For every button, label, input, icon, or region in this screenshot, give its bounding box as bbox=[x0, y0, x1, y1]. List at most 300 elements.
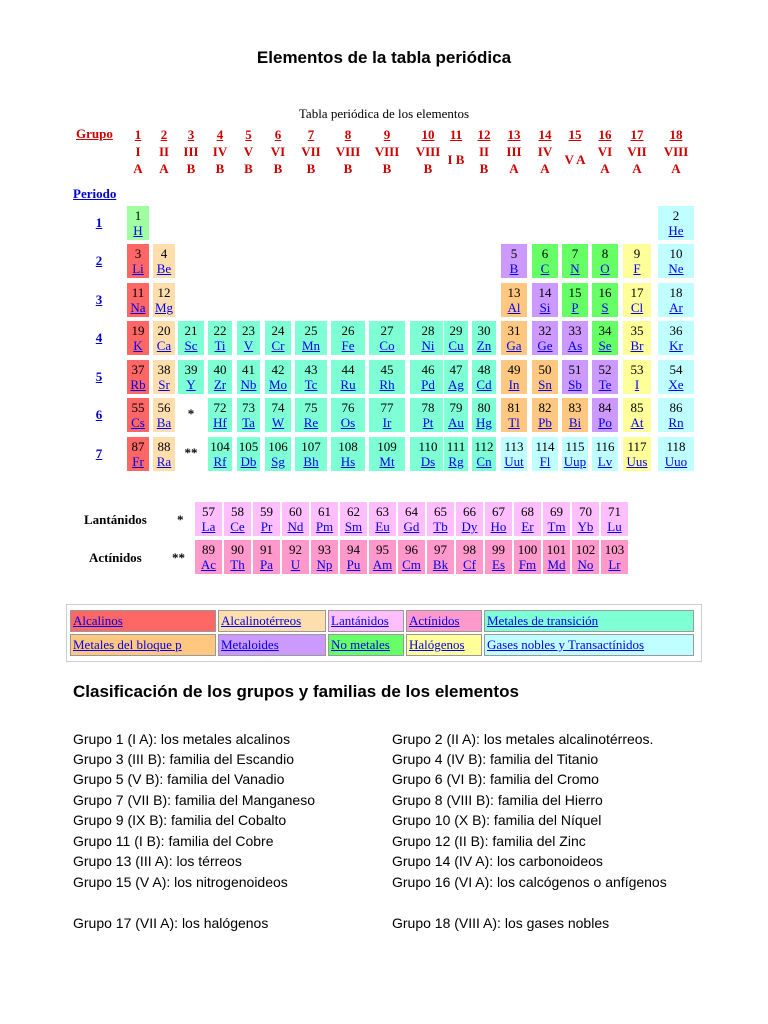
element-cell-Ne[interactable] bbox=[657, 243, 695, 279]
element-cell-Kr[interactable] bbox=[657, 320, 695, 356]
element-cell-Pa[interactable] bbox=[252, 539, 281, 575]
group-header-11[interactable] bbox=[441, 126, 471, 168]
element-symbol-link[interactable]: La bbox=[201, 519, 216, 534]
group-header-16[interactable] bbox=[590, 126, 620, 177]
element-cell-Co[interactable] bbox=[368, 320, 406, 356]
element-cell-Ar[interactable] bbox=[657, 282, 695, 318]
element-symbol-link[interactable]: Cs bbox=[131, 415, 145, 430]
element-symbol-link[interactable]: Ba bbox=[156, 415, 172, 430]
element-symbol-link[interactable]: Eu bbox=[375, 519, 390, 534]
element-cell-Sr[interactable] bbox=[152, 359, 176, 395]
group-number[interactable]: 1 bbox=[134, 127, 142, 142]
element-cell-Am[interactable] bbox=[368, 539, 397, 575]
element-symbol-link[interactable]: Au bbox=[448, 415, 464, 430]
element-symbol-link[interactable]: Uup bbox=[563, 454, 587, 469]
element-cell-Pt[interactable] bbox=[409, 397, 447, 433]
f-block-marker: * bbox=[187, 406, 195, 421]
element-symbol-link[interactable]: K bbox=[133, 338, 143, 353]
element-cell-Pu[interactable] bbox=[339, 539, 368, 575]
element-symbol-link[interactable]: O bbox=[600, 261, 610, 276]
group-number[interactable]: 6 bbox=[274, 127, 282, 142]
period-link-4[interactable]: 4 bbox=[95, 330, 103, 345]
element-cell-Rf[interactable] bbox=[207, 436, 233, 472]
group-number[interactable]: 3 bbox=[187, 127, 195, 142]
element-cell-Dy[interactable] bbox=[455, 501, 484, 537]
element-symbol-link[interactable]: Cn bbox=[476, 454, 492, 469]
element-cell-Fm[interactable] bbox=[513, 539, 542, 575]
element-cell-Xe[interactable] bbox=[657, 359, 695, 395]
element-cell-Bi[interactable] bbox=[561, 397, 589, 433]
element-symbol-link[interactable]: Cl bbox=[630, 300, 644, 315]
period-link-3[interactable]: 3 bbox=[95, 292, 103, 307]
legend-item-lantanido[interactable]: Lantánidos bbox=[328, 610, 404, 632]
element-symbol-link[interactable]: Ga bbox=[506, 338, 522, 353]
element-symbol-link[interactable]: Rg bbox=[448, 454, 464, 469]
element-cell-Zn[interactable] bbox=[471, 320, 497, 356]
element-symbol-link[interactable]: Ni bbox=[421, 338, 435, 353]
element-cell-Tl[interactable] bbox=[500, 397, 528, 433]
element-cell-Fl[interactable] bbox=[531, 436, 559, 472]
element-symbol-link[interactable]: H bbox=[133, 223, 143, 238]
element-symbol-link[interactable]: Bi bbox=[568, 415, 582, 430]
element-symbol-link[interactable]: Ag bbox=[448, 377, 464, 392]
element-cell-Ac[interactable] bbox=[194, 539, 223, 575]
element-symbol-link[interactable]: Ce bbox=[230, 519, 245, 534]
atomic-number: 71 bbox=[608, 504, 621, 519]
element-cell-Hf[interactable] bbox=[207, 397, 233, 433]
group-header-5[interactable] bbox=[234, 126, 264, 177]
element-symbol-link[interactable]: Mn bbox=[301, 338, 321, 353]
element-symbol-link[interactable]: Br bbox=[630, 338, 644, 353]
element-symbol-link[interactable]: Se bbox=[598, 338, 612, 353]
element-cell-Se[interactable] bbox=[591, 320, 619, 356]
element-symbol-link[interactable]: Ca bbox=[156, 338, 172, 353]
element-cell-Mt[interactable] bbox=[368, 436, 406, 472]
element-cell-Lv[interactable] bbox=[591, 436, 619, 472]
element-cell-Th[interactable] bbox=[223, 539, 252, 575]
element-symbol-link[interactable]: Os bbox=[340, 415, 356, 430]
element-cell-Md[interactable] bbox=[542, 539, 571, 575]
group-number[interactable]: 12 bbox=[477, 127, 491, 142]
element-cell-Ti[interactable] bbox=[207, 320, 233, 356]
element-cell-Ta[interactable] bbox=[236, 397, 261, 433]
element-symbol-link[interactable]: Pt bbox=[422, 415, 434, 430]
element-cell-Hg[interactable] bbox=[471, 397, 497, 433]
element-symbol-link[interactable]: Rb bbox=[130, 377, 146, 392]
period-link-5[interactable]: 5 bbox=[95, 369, 103, 384]
group-header-9[interactable] bbox=[372, 126, 402, 177]
element-symbol-link[interactable]: Ac bbox=[200, 557, 217, 572]
element-symbol-link[interactable]: Fr bbox=[132, 454, 144, 469]
element-cell-Ce[interactable] bbox=[223, 501, 252, 537]
element-cell-Uut[interactable] bbox=[500, 436, 528, 472]
element-symbol-link[interactable]: Po bbox=[598, 415, 612, 430]
element-cell-Sc[interactable] bbox=[177, 320, 205, 356]
element-cell-Ni[interactable] bbox=[409, 320, 447, 356]
group-number[interactable]: 18 bbox=[669, 127, 683, 142]
element-cell-Eu[interactable] bbox=[368, 501, 397, 537]
element-symbol-link[interactable]: Yb bbox=[577, 519, 594, 534]
element-cell-Si[interactable] bbox=[531, 282, 559, 318]
element-symbol-link[interactable]: Dy bbox=[461, 519, 478, 534]
group-number[interactable]: 5 bbox=[245, 127, 252, 142]
atomic-number: 16 bbox=[598, 285, 612, 300]
element-cell-Ds[interactable] bbox=[409, 436, 447, 472]
element-cell-W[interactable] bbox=[264, 397, 292, 433]
element-cell-Sm[interactable] bbox=[339, 501, 368, 537]
element-symbol-link[interactable]: Er bbox=[521, 519, 534, 534]
element-symbol-link[interactable]: Ti bbox=[214, 338, 226, 353]
element-symbol-link[interactable]: Li bbox=[132, 261, 144, 276]
element-cell-Mg[interactable] bbox=[152, 282, 176, 318]
element-cell-Cf[interactable] bbox=[455, 539, 484, 575]
group-number[interactable]: 8 bbox=[344, 127, 352, 142]
group-header-13[interactable] bbox=[499, 126, 529, 177]
element-symbol-link[interactable]: Sn bbox=[538, 377, 552, 392]
element-cell-Uus[interactable] bbox=[622, 436, 652, 472]
element-cell-Re[interactable] bbox=[294, 397, 328, 433]
atomic-number: 22 bbox=[213, 323, 227, 338]
group-family-item: Grupo 5 (V B): familia del Vanadio bbox=[73, 771, 285, 787]
element-cell-H[interactable] bbox=[126, 205, 150, 241]
group-header-label[interactable]: Grupo bbox=[76, 126, 113, 141]
element-cell-La[interactable] bbox=[194, 501, 223, 537]
group-number[interactable]: 2 bbox=[160, 127, 168, 142]
element-symbol-link[interactable]: Ar bbox=[669, 300, 683, 315]
element-cell-Tc[interactable] bbox=[294, 359, 328, 395]
element-symbol-link[interactable]: Tm bbox=[547, 519, 566, 534]
element-cell-O[interactable] bbox=[591, 243, 619, 279]
element-cell-Ir[interactable] bbox=[368, 397, 406, 433]
element-symbol-link[interactable]: Hf bbox=[213, 415, 227, 430]
element-cell-K[interactable] bbox=[126, 320, 150, 356]
element-cell-Cl[interactable] bbox=[622, 282, 652, 318]
group-header-6[interactable] bbox=[263, 126, 293, 177]
element-cell-C[interactable] bbox=[531, 243, 559, 279]
group-header-12[interactable] bbox=[469, 126, 499, 177]
element-symbol-link[interactable]: Nb bbox=[240, 377, 257, 392]
group-number[interactable]: 9 bbox=[383, 127, 391, 142]
element-symbol-link[interactable]: Nd bbox=[287, 519, 304, 534]
element-cell-Bk[interactable] bbox=[426, 539, 455, 575]
element-symbol-link[interactable]: As bbox=[567, 338, 583, 353]
element-symbol-link[interactable]: Na bbox=[130, 300, 146, 315]
element-cell-As[interactable] bbox=[561, 320, 589, 356]
element-cell-Po[interactable] bbox=[591, 397, 619, 433]
element-symbol-link[interactable]: Be bbox=[156, 261, 172, 276]
element-symbol-link[interactable]: Rn bbox=[668, 415, 684, 430]
element-cell-N[interactable] bbox=[561, 243, 589, 279]
element-symbol-link[interactable]: In bbox=[508, 377, 520, 392]
element-symbol-link[interactable]: He bbox=[668, 223, 684, 238]
element-cell-P[interactable] bbox=[561, 282, 589, 318]
group-header-2[interactable] bbox=[149, 126, 179, 177]
element-symbol-link[interactable]: Sb bbox=[568, 377, 582, 392]
element-cell-Sn[interactable] bbox=[531, 359, 559, 395]
element-symbol-link[interactable]: Cf bbox=[463, 557, 476, 572]
element-cell-S[interactable] bbox=[591, 282, 619, 318]
element-symbol-link[interactable]: F bbox=[633, 261, 641, 276]
element-symbol-link[interactable]: Lu bbox=[607, 519, 622, 534]
element-symbol-link[interactable]: Am bbox=[372, 557, 393, 572]
element-cell-Rb[interactable] bbox=[126, 359, 150, 395]
element-symbol-link[interactable]: Ds bbox=[420, 454, 436, 469]
legend-item-metaloide[interactable]: Metaloides bbox=[218, 634, 326, 656]
atomic-number: 95 bbox=[376, 542, 389, 557]
element-cell-F[interactable] bbox=[622, 243, 652, 279]
element-cell-Sb[interactable] bbox=[561, 359, 589, 395]
element-symbol-link[interactable]: At bbox=[630, 415, 644, 430]
element-symbol-link[interactable]: Pb bbox=[538, 415, 552, 430]
element-cell-Na[interactable] bbox=[126, 282, 150, 318]
element-symbol-link[interactable]: S bbox=[601, 300, 609, 315]
element-cell-Lr[interactable] bbox=[600, 539, 629, 575]
element-cell-Np[interactable] bbox=[310, 539, 339, 575]
element-symbol-link[interactable]: Lr bbox=[608, 557, 621, 572]
element-cell-Al[interactable] bbox=[500, 282, 528, 318]
element-cell-Pd[interactable] bbox=[409, 359, 447, 395]
element-cell-Mo[interactable] bbox=[264, 359, 292, 395]
element-cell-Cm[interactable] bbox=[397, 539, 426, 575]
element-symbol-link[interactable]: Es bbox=[492, 557, 505, 572]
element-cell-Y[interactable] bbox=[177, 359, 205, 395]
element-symbol-link[interactable]: Th bbox=[230, 557, 245, 572]
element-symbol-link[interactable]: Hs bbox=[340, 454, 356, 469]
element-symbol-link[interactable]: Uut bbox=[504, 454, 524, 469]
element-cell-He[interactable] bbox=[657, 205, 695, 241]
element-cell-Fe[interactable] bbox=[330, 320, 366, 356]
element-cell-Ga[interactable] bbox=[500, 320, 528, 356]
period-link-6[interactable]: 6 bbox=[95, 407, 103, 422]
element-cell-I[interactable] bbox=[622, 359, 652, 395]
group-header-18[interactable] bbox=[661, 126, 691, 177]
element-symbol-link[interactable]: Bk bbox=[432, 557, 449, 572]
element-cell-Os[interactable] bbox=[330, 397, 366, 433]
element-cell-Pr[interactable] bbox=[252, 501, 281, 537]
element-symbol-link[interactable]: Si bbox=[539, 300, 551, 315]
element-symbol-link[interactable]: U bbox=[290, 557, 301, 572]
element-symbol-link[interactable]: Sc bbox=[184, 338, 198, 353]
element-symbol-link[interactable]: Pr bbox=[260, 519, 273, 534]
element-cell-Es[interactable] bbox=[484, 539, 513, 575]
element-symbol-link[interactable]: Zr bbox=[213, 377, 227, 392]
element-symbol-link[interactable]: Pu bbox=[346, 557, 361, 572]
element-symbol-link[interactable]: Tl bbox=[508, 415, 520, 430]
legend-item-noble[interactable]: Gases nobles y Transactínidos bbox=[484, 634, 694, 656]
element-cell-Nb[interactable] bbox=[236, 359, 261, 395]
element-cell-Gd[interactable] bbox=[397, 501, 426, 537]
element-symbol-link[interactable]: Mt bbox=[379, 454, 395, 469]
group-header-3[interactable] bbox=[176, 126, 206, 177]
element-symbol-link[interactable]: No bbox=[577, 557, 594, 572]
element-cell-Cu[interactable] bbox=[443, 320, 469, 356]
element-cell-Fr[interactable] bbox=[126, 436, 150, 472]
element-cell-No[interactable] bbox=[571, 539, 600, 575]
group-header-14[interactable] bbox=[530, 126, 560, 177]
element-symbol-link[interactable]: Fe bbox=[341, 338, 355, 353]
element-cell-Ru[interactable] bbox=[330, 359, 366, 395]
element-cell-Uup[interactable] bbox=[561, 436, 589, 472]
element-symbol-link[interactable]: Zn bbox=[476, 338, 492, 353]
element-cell-Pm[interactable] bbox=[310, 501, 339, 537]
element-symbol-link[interactable]: Gd bbox=[403, 519, 420, 534]
group-number[interactable]: 14 bbox=[538, 127, 552, 142]
element-cell-Br[interactable] bbox=[622, 320, 652, 356]
element-symbol-link[interactable]: I bbox=[634, 377, 640, 392]
element-symbol-link[interactable]: Cr bbox=[271, 338, 285, 353]
element-symbol-link[interactable]: Cm bbox=[402, 557, 421, 572]
element-symbol-link[interactable]: Ge bbox=[537, 338, 553, 353]
atomic-number: 52 bbox=[598, 362, 612, 377]
element-symbol-link[interactable]: Ru bbox=[340, 377, 356, 392]
atomic-number: 64 bbox=[405, 504, 418, 519]
element-cell-Mn[interactable] bbox=[294, 320, 328, 356]
element-cell-U[interactable] bbox=[281, 539, 310, 575]
element-symbol-link[interactable]: Sm bbox=[344, 519, 363, 534]
element-symbol-link[interactable]: Ir bbox=[382, 415, 392, 430]
legend-item-transicion[interactable]: Metales de transición bbox=[484, 610, 694, 632]
group-header-7[interactable] bbox=[296, 126, 326, 177]
group-header-15[interactable] bbox=[560, 126, 590, 168]
element-symbol-link[interactable]: Cd bbox=[476, 377, 492, 392]
element-symbol-link[interactable]: Y bbox=[186, 377, 196, 392]
element-symbol-link[interactable]: Cu bbox=[448, 338, 464, 353]
group-number[interactable]: 13 bbox=[507, 127, 521, 142]
group-number[interactable]: 4 bbox=[216, 127, 224, 142]
element-symbol-link[interactable]: Kr bbox=[669, 338, 683, 353]
element-cell-Ba[interactable] bbox=[152, 397, 176, 433]
group-header-10[interactable] bbox=[413, 126, 443, 177]
element-symbol-link[interactable]: Pd bbox=[421, 377, 435, 392]
element-symbol-link[interactable]: Ne bbox=[668, 261, 684, 276]
element-cell-Zr[interactable] bbox=[207, 359, 233, 395]
element-cell-V[interactable] bbox=[236, 320, 261, 356]
element-cell-Be[interactable] bbox=[152, 243, 176, 279]
element-cell-At[interactable] bbox=[622, 397, 652, 433]
element-symbol-link[interactable]: Ra bbox=[156, 454, 172, 469]
period-link-7[interactable]: 7 bbox=[95, 446, 103, 461]
atomic-number: 32 bbox=[538, 323, 552, 338]
element-cell-Ra[interactable] bbox=[152, 436, 176, 472]
element-symbol-link[interactable]: Md bbox=[547, 557, 566, 572]
element-cell-Bh[interactable] bbox=[294, 436, 328, 472]
element-symbol-link[interactable]: Ho bbox=[490, 519, 507, 534]
element-symbol-link[interactable]: V bbox=[243, 338, 254, 353]
element-symbol-link[interactable]: Mo bbox=[268, 377, 288, 392]
group-header-17[interactable] bbox=[622, 126, 652, 177]
element-symbol-link[interactable]: Sg bbox=[271, 454, 285, 469]
element-cell-Tb[interactable] bbox=[426, 501, 455, 537]
group-number[interactable]: 15 bbox=[568, 127, 582, 142]
element-cell-Cr[interactable] bbox=[264, 320, 292, 356]
element-cell-Lu[interactable] bbox=[600, 501, 629, 537]
element-symbol-link[interactable]: Te bbox=[598, 377, 612, 392]
element-cell-Pb[interactable] bbox=[531, 397, 559, 433]
element-cell-Sg[interactable] bbox=[264, 436, 292, 472]
element-symbol-link[interactable]: Uus bbox=[626, 454, 648, 469]
element-symbol-link[interactable]: Bh bbox=[303, 454, 319, 469]
legend-item-bloque_p_cells[interactable]: Metales del bloque p bbox=[70, 634, 216, 656]
element-cell-Cd[interactable] bbox=[471, 359, 497, 395]
group-header-4[interactable] bbox=[205, 126, 235, 177]
element-symbol-link[interactable]: Db bbox=[240, 454, 257, 469]
element-symbol-link[interactable]: Re bbox=[303, 415, 319, 430]
element-symbol-link[interactable]: Ta bbox=[242, 415, 255, 430]
legend-item-alcalino[interactable]: Alcalinos bbox=[70, 610, 216, 632]
element-cell-Tm[interactable] bbox=[542, 501, 571, 537]
element-symbol-link[interactable]: Lv bbox=[597, 454, 613, 469]
element-cell-Te[interactable] bbox=[591, 359, 619, 395]
element-cell-Nd[interactable] bbox=[281, 501, 310, 537]
element-cell-Db[interactable] bbox=[236, 436, 261, 472]
element-cell-Li[interactable] bbox=[126, 243, 150, 279]
legend-item-halogeno[interactable]: Halógenos bbox=[406, 634, 482, 656]
element-cell-Rn[interactable] bbox=[657, 397, 695, 433]
element-cell-Hs[interactable] bbox=[330, 436, 366, 472]
element-cell-Rh[interactable] bbox=[368, 359, 406, 395]
element-symbol-link[interactable]: Xe bbox=[668, 377, 684, 392]
element-symbol-link[interactable]: Rh bbox=[379, 377, 395, 392]
element-symbol-link[interactable]: Co bbox=[379, 338, 395, 353]
element-symbol-link[interactable]: C bbox=[540, 261, 550, 276]
element-cell-Rg[interactable] bbox=[443, 436, 469, 472]
group-number[interactable]: 11 bbox=[449, 127, 463, 142]
element-cell-Ge[interactable] bbox=[531, 320, 559, 356]
element-symbol-link[interactable]: Tb bbox=[433, 519, 448, 534]
element-symbol-link[interactable]: Pm bbox=[315, 519, 334, 534]
element-symbol-link[interactable]: Np bbox=[316, 557, 333, 572]
element-cell-Au[interactable] bbox=[443, 397, 469, 433]
element-symbol-link[interactable]: Sr bbox=[158, 377, 170, 392]
element-symbol-link[interactable]: P bbox=[571, 300, 579, 315]
legend-item-actinido[interactable]: Actínidos bbox=[406, 610, 482, 632]
group-number[interactable]: 17 bbox=[630, 127, 644, 142]
element-symbol-link[interactable]: W bbox=[271, 415, 285, 430]
atomic-number: 1 bbox=[134, 208, 142, 223]
element-symbol-link[interactable]: Tc bbox=[304, 377, 318, 392]
period-header-label[interactable]: Periodo bbox=[73, 186, 117, 201]
element-symbol-link[interactable]: Rf bbox=[213, 454, 227, 469]
element-symbol-link[interactable]: Uuo bbox=[664, 454, 688, 469]
element-cell-In[interactable] bbox=[500, 359, 528, 395]
element-cell-B[interactable] bbox=[500, 243, 528, 279]
legend-item-nometal[interactable]: No metales bbox=[328, 634, 404, 656]
period-link-2[interactable]: 2 bbox=[95, 253, 103, 268]
element-symbol-link[interactable]: N bbox=[570, 261, 580, 276]
element-cell-Ca[interactable] bbox=[152, 320, 176, 356]
element-cell-Ag[interactable] bbox=[443, 359, 469, 395]
element-symbol-link[interactable]: Pa bbox=[260, 557, 273, 572]
element-symbol-link[interactable]: Al bbox=[507, 300, 521, 315]
element-cell-Uuo[interactable] bbox=[657, 436, 695, 472]
element-cell-Cn[interactable] bbox=[471, 436, 497, 472]
element-symbol-link[interactable]: Hg bbox=[476, 415, 492, 430]
period-link-1[interactable]: 1 bbox=[95, 215, 103, 230]
group-number[interactable]: 10 bbox=[421, 127, 435, 142]
group-number[interactable]: 7 bbox=[307, 127, 315, 142]
group-header-8[interactable] bbox=[333, 126, 363, 177]
group-number[interactable]: 16 bbox=[598, 127, 612, 142]
element-symbol-link[interactable]: Fm bbox=[518, 557, 537, 572]
element-cell-Yb[interactable] bbox=[571, 501, 600, 537]
legend-item-alcalinoterreo[interactable]: Alcalinotérreos bbox=[218, 610, 326, 632]
element-symbol-link[interactable]: B bbox=[509, 261, 519, 276]
element-cell-Cs[interactable] bbox=[126, 397, 150, 433]
element-cell-Er[interactable] bbox=[513, 501, 542, 537]
element-cell-Ho[interactable] bbox=[484, 501, 513, 537]
element-symbol-link[interactable]: Mg bbox=[154, 300, 174, 315]
element-symbol-link[interactable]: Fl bbox=[539, 454, 551, 469]
